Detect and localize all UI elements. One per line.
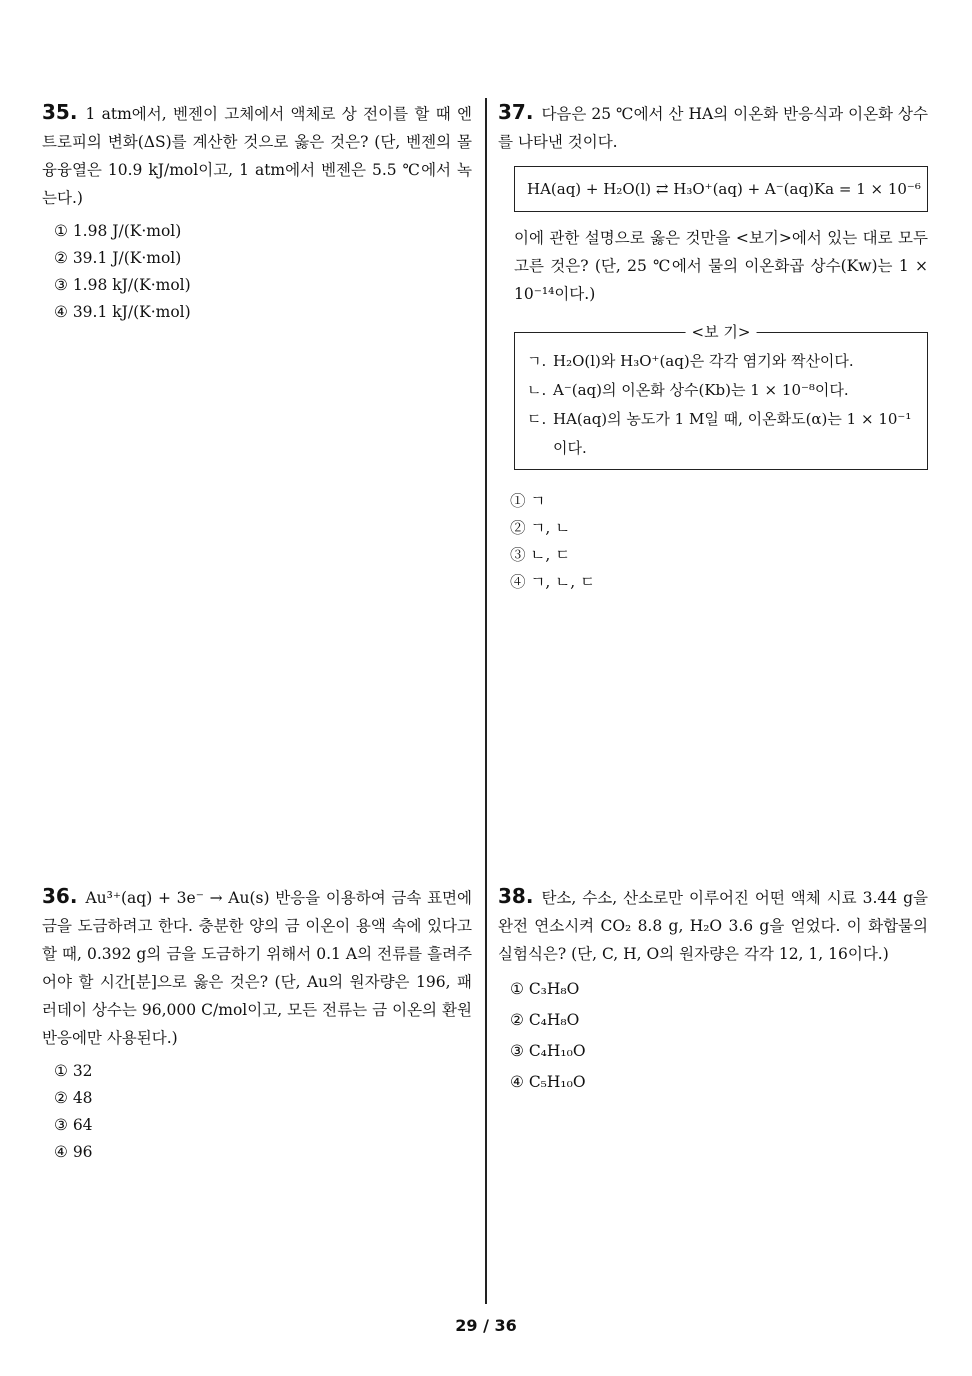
question-37-text: 다음은 25 ℃에서 산 HA의 이온화 반응식과 이온화 상수를 나타낸 것이다. [498,105,928,151]
choice-4[interactable]: ④ 39.1 kJ/(K·mol) [54,303,191,321]
bogi-item-text: H₂O(l)와 H₃O⁺(aq)은 각각 염기와 짝산이다. [553,352,854,370]
question-36-stem [42,882,472,1052]
question-38-stem [498,882,928,968]
bogi-title: <보 기> [686,322,757,342]
question-37 [498,98,928,596]
question-35-text: 1 atm에서, 벤젠이 고체에서 액체로 상 전이를 할 때 엔트로피의 변화(ΔS)를 계산한 것으로 옳은 것은? (단, 벤젠의 몰 융융열은 10.9 kJ/mol이고, 1 atm에서 벤젠은 5.5 ℃에서 녹는다.) [42,105,472,207]
choice-1[interactable]: ① C₃H₈O [510,980,580,998]
column-divider [485,98,487,1304]
bogi-item-text: A⁻(aq)의 이온화 상수(Kb)는 1 × 10⁻⁸이다. [553,381,849,399]
ionization-equation: HA(aq) + H₂O(l) ⇄ H₃O⁺(aq) + A⁻(aq) [527,180,814,198]
question-38-choices [498,974,928,1098]
question-36 [42,882,472,1166]
choice-4[interactable]: ④ C₅H₁₀O [510,1073,586,1091]
choice-1[interactable]: ① 32 [54,1062,93,1080]
choice-3[interactable]: ③ ㄴ, ㄷ [510,546,571,564]
choice-3[interactable]: ③ 64 [54,1116,93,1134]
choice-4[interactable]: ④ ㄱ, ㄴ, ㄷ [510,573,596,591]
bogi-item-mark: ㄴ. [527,381,547,399]
page-number: 29 / 36 [455,1316,517,1335]
choice-2[interactable]: ② C₄H₈O [510,1011,580,1029]
question-37-stem [498,98,928,156]
bogi-item [527,376,915,405]
question-36-text: Au³⁺(aq) + 3e⁻ → Au(s) 반응을 이용하여 금속 표면에 금을 도금하려고 한다. 충분한 양의 금 이온이 용액 속에 있다고 할 때, 0.392 g의 금을 도금하기 위해서 0.1 A의 전류를 흘려주어야 할 시간[분]으로 옳은 것은? (단, Au의 원자량은 196, 패러데이 상수는 96,000 C/mol이고, 모든 전류는 금 이온의 환원 반응에만 사용된다.) [42,889,472,1047]
choice-3[interactable]: ③ 1.98 kJ/(K·mol) [54,276,191,294]
question-38 [498,882,928,1098]
choice-1[interactable]: ① ㄱ [510,492,546,510]
question-35-number: 35. [42,100,78,124]
ionization-constant: Ka = 1 × 10⁻⁶ [813,180,921,198]
choice-2[interactable]: ② 48 [54,1089,93,1107]
question-37-prompt: 이에 관한 설명으로 옳은 것만을 <보기>에서 있는 대로 모두 고른 것은? (단, 25 ℃에서 물의 이온화곱 상수(Kw)는 1 × 10⁻¹⁴이다.) [514,229,928,303]
choice-1[interactable]: ① 1.98 J/(K·mol) [54,222,182,240]
bogi-item [527,405,915,463]
question-37-number: 37. [498,100,534,124]
question-35-stem [42,98,472,212]
question-37-choices [498,488,928,596]
bogi-item-text: HA(aq)의 농도가 1 M일 때, 이온화도(α)는 1 × 10⁻¹ 이다. [553,410,912,457]
bogi-item [527,347,915,376]
choice-3[interactable]: ③ C₄H₁₀O [510,1042,586,1060]
bogi-box [514,323,928,470]
question-38-number: 38. [498,884,534,908]
question-36-number: 36. [42,884,78,908]
bogi-item-mark: ㄱ. [527,352,547,370]
choice-2[interactable]: ② 39.1 J/(K·mol) [54,249,182,267]
question-35 [42,98,472,326]
bogi-item-mark: ㄷ. [527,410,547,428]
choice-2[interactable]: ② ㄱ, ㄴ [510,519,571,537]
question-35-choices [42,218,472,326]
equation-box [514,166,928,212]
choice-4[interactable]: ④ 96 [54,1143,93,1161]
question-38-text: 탄소, 수소, 산소로만 이루어진 어떤 액체 시료 3.44 g을 완전 연소시켜 CO₂ 8.8 g, H₂O 3.6 g을 얻었다. 이 화합물의 실험식은? (단, C, H, O의 원자량은 각각 12, 1, 16이다.) [498,889,928,963]
question-36-choices [42,1058,472,1166]
